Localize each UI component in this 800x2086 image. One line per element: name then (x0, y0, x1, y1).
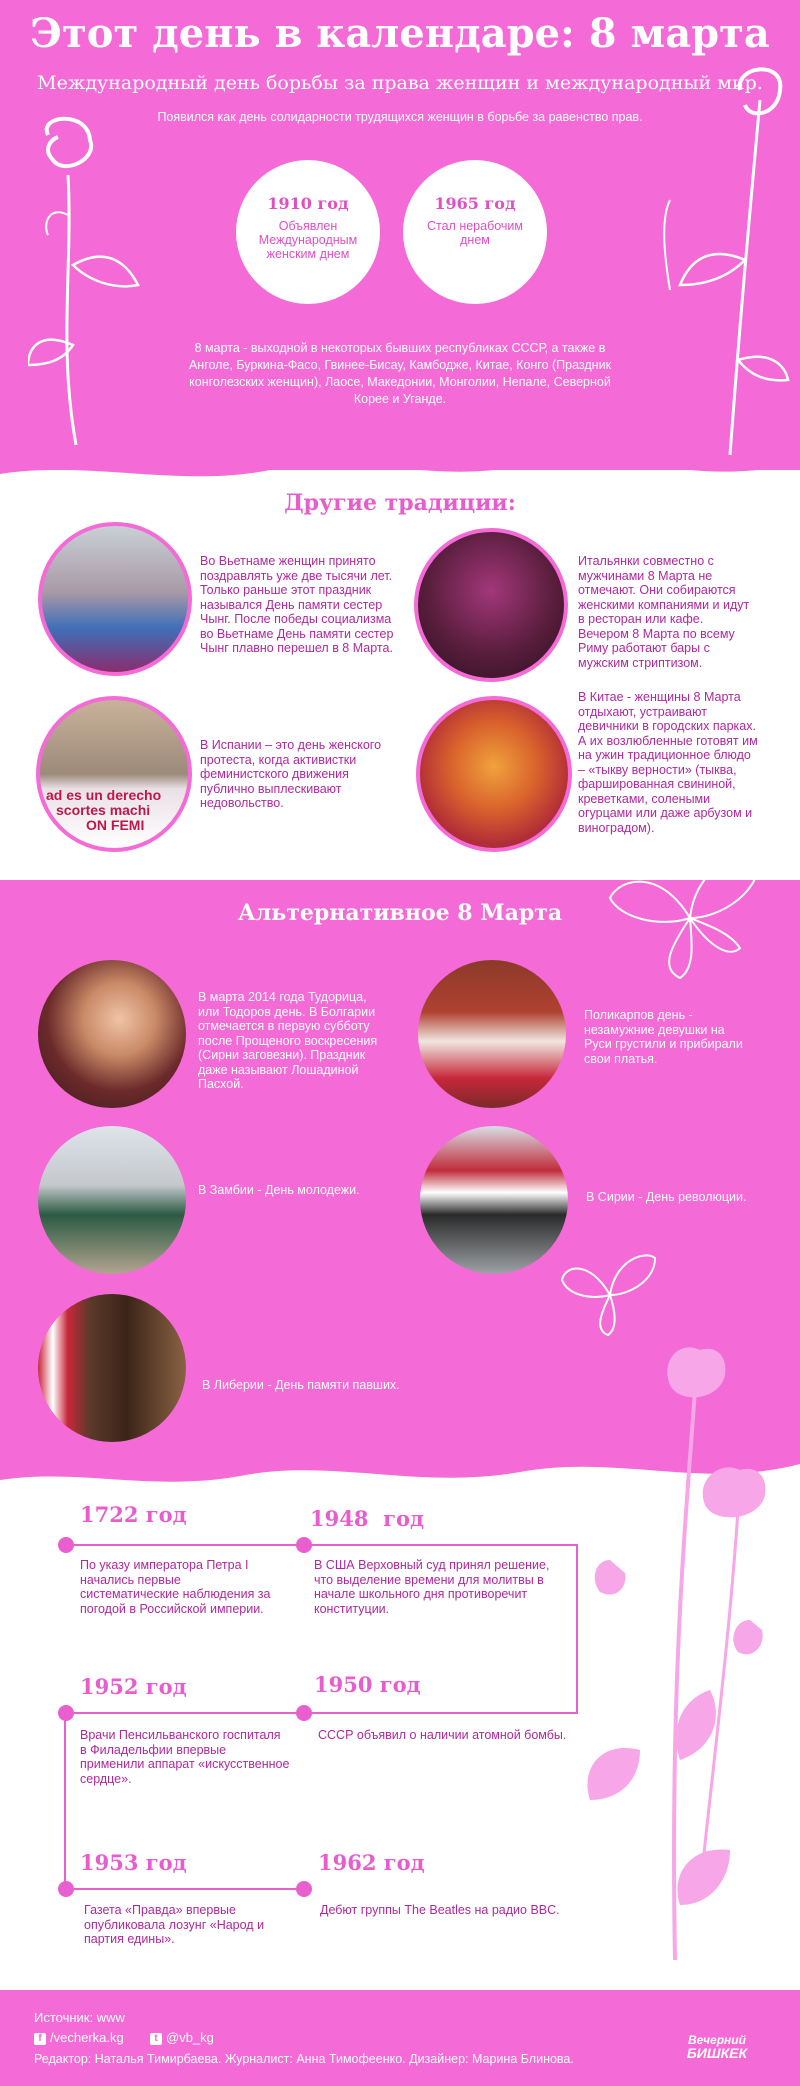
milestone-circle-1910 (236, 160, 380, 304)
facebook-handle: /vecherka.kg (50, 2030, 124, 2045)
vietnam-photo (38, 522, 192, 676)
rose-left-icon (28, 115, 148, 455)
milestone-circle-1965 (403, 160, 547, 304)
tradition-italy-text: Итальянки совместно с мужчинами 8 Марта не отмечают. Они собираются женскими компаниями и идут в ресторан или кафе. Вечером 8 Марта по всему Риму работают бары с мужским стриптизом. (578, 554, 750, 670)
milestone-year: 1910 год (267, 194, 349, 213)
timeline-text: В США Верховный суд принял решение, что выделение времени для молитвы в начале школьного дня противоречит конституции. (314, 1558, 550, 1616)
intro-text: Появился как день солидарности трудящихся женщин в борьбе за равенство прав. (157, 110, 643, 124)
source-text: Источник: www (34, 2010, 125, 2025)
alternative-syria-text: В Сирии - День революции. (586, 1190, 747, 1204)
timeline-text: По указу императора Петра I начались первые систематические наблюдения за погодой в Российской империи. (80, 1558, 271, 1616)
logo-line: БИШКЕК (686, 2045, 748, 2061)
facebook-icon: f (34, 2033, 46, 2045)
timeline-line (576, 1544, 578, 1712)
timeline-dot (296, 1537, 312, 1553)
alternative-title: Альтернативное 8 Марта (237, 900, 563, 926)
page-title: Этот день в календаре: 8 марта (30, 10, 770, 57)
tradition-china-text: В Китае - женщины 8 Марта отдыхают, устраивают девичники в городских парках. А их возлюбленные готовят им на ужин традиционное блюдо – «тыкву верности» (тыква, фаршированная свининой, креветками, солеными огурцами или даже арбузом и виноградом). (578, 690, 758, 835)
page-subtitle: Международный день борьбы за права женщин и международный мир. (37, 72, 763, 94)
timeline-dot (296, 1705, 312, 1721)
tradition-spain-text: В Испании – это день женского протеста, когда активистки феминистского движения публично выплескивают недовольство. (200, 738, 382, 810)
timeline-line (64, 1712, 66, 1888)
timeline-year: 1952 год (80, 1674, 187, 1699)
credits-text: Редактор: Наталья Тимирбаева. Журналист: Анна Тимофеенко. Дизайнер: Марина Блинова. (34, 2052, 574, 2066)
banner-line: scortes machi (56, 802, 151, 818)
bulgaria-photo (38, 960, 186, 1108)
timeline-dot (58, 1881, 74, 1897)
timeline-year: 1722 год (80, 1502, 187, 1527)
russia-photo (418, 960, 566, 1108)
timeline-dot (296, 1881, 312, 1897)
facebook-link[interactable] (34, 2030, 124, 2045)
twitter-link[interactable] (150, 2030, 214, 2045)
milestone-year: 1965 год (434, 194, 516, 213)
timeline-dot (58, 1705, 74, 1721)
alternative-liberia-text: В Либерии - День памяти павших. (202, 1378, 400, 1392)
banner-line: ad es un derecho (46, 787, 162, 803)
butterfly-icon (600, 838, 780, 988)
timeline-line (64, 1712, 578, 1714)
alternative-bulgaria-text: В марта 2014 года Тудорица, или Тодоров день. В Болгарии отмечается в первую субботу после Прощеного воскресения (Сирни заговезни). Праздник даже называют Лошадиной Пасхой. (198, 990, 378, 1091)
alternative-zambia-text: В Замбии - День молодежи. (198, 1183, 360, 1197)
timeline-dot (58, 1537, 74, 1553)
zambia-photo (38, 1126, 186, 1274)
timeline-text: СССР объявил о наличии атомной бомбы. (318, 1728, 567, 1742)
timeline-text: Дебют группы The Beatles на радио BBC. (320, 1903, 560, 1917)
milestone-text: Стал нерабочим днем (426, 219, 523, 247)
spain-photo (36, 696, 192, 852)
syria-photo (420, 1126, 568, 1274)
alternative-russia-text: Поликарпов день - незамужние девушки на Руси грустили и прибирали свои платья. (584, 1008, 743, 1066)
banner-line: ON FEMI (86, 817, 145, 833)
butterfly-small-icon (560, 1240, 660, 1340)
logo-line: Вечерний (688, 2033, 746, 2047)
china-photo (416, 696, 572, 852)
timeline-year: 1948 год (310, 1506, 424, 1531)
italy-photo (414, 528, 568, 682)
timeline-year: 1953 год (80, 1850, 187, 1875)
brand-logo (662, 2034, 772, 2060)
holiday-countries-text: 8 марта - выходной в некоторых бывших республиках СССР, а также в Анголе, Буркина-Фасо, Гвинее-Бисау, Камбодже, Китае, Конго (Праздник конголезских женщин), Лаосе, Македонии, Монголии, Непале, Северной Корее и Уганде. (188, 341, 612, 406)
twitter-handle: @vb_kg (166, 2030, 214, 2045)
twitter-icon: t (150, 2033, 162, 2045)
timeline-year: 1950 год (314, 1672, 421, 1697)
milestone-text: Объявлен Международным женским днем (258, 219, 358, 261)
timeline-line (64, 1888, 304, 1890)
timeline-line (64, 1544, 576, 1546)
rose-timeline-icon (580, 1330, 790, 1960)
timeline-year: 1962 год (318, 1850, 425, 1875)
traditions-title: Другие традиции: (284, 490, 516, 516)
timeline-text: Врачи Пенсильванского госпиталя в Филадельфии впервые применили аппарат «искусственное сердце». (80, 1728, 290, 1786)
tradition-vietnam-text: Во Вьетнаме женщин принято поздравлять уже две тысячи лет. Только раньше этот праздник назывался День памяти сестер Чынг. После победы социализма во Вьетнаме День памяти сестер Чынг плавно перешел в 8 Марта. (200, 554, 394, 655)
timeline-text: Газета «Правда» впервые опубликовала лозунг «Народ и партия едины». (84, 1903, 265, 1946)
liberia-photo (38, 1294, 186, 1442)
